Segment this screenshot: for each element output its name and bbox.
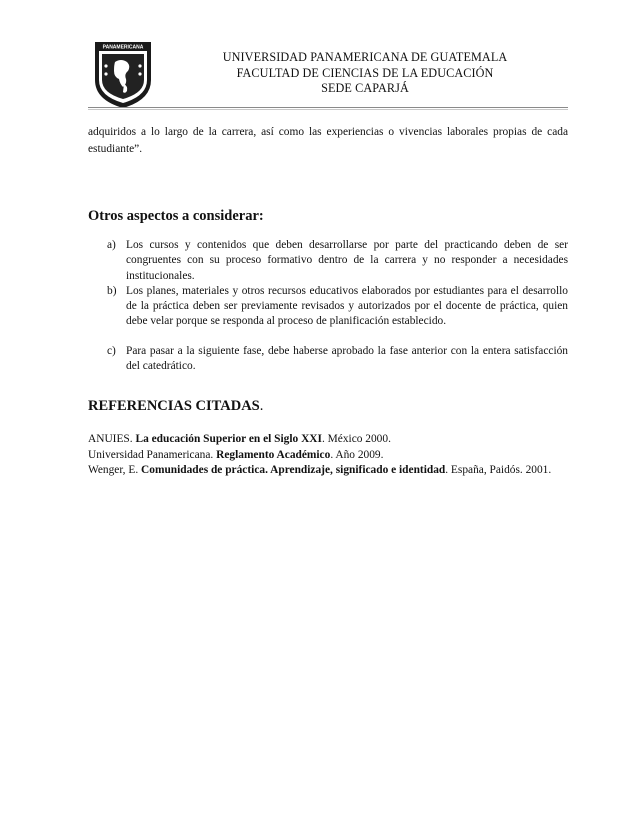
referencias-heading-text: REFERENCIAS CITADAS — [88, 398, 260, 414]
reference-entry — [88, 432, 568, 448]
reference-details: . México 2000. — [321, 433, 391, 445]
list-item-text: Los cursos y contenidos que deben desarrollarse por parte del practicando deben de ser congruentes con su proceso formativo dentro de la carrera y no responder a necesidades institucionales. — [126, 239, 568, 282]
referencias-heading-period: . — [259, 398, 264, 414]
list-item — [107, 238, 568, 284]
reference-author: Wenger, E. — [88, 464, 142, 477]
header-line-faculty: FACULTAD DE CIENCIAS DE LA EDUCACIÓN — [236, 65, 494, 80]
list-marker: c) — [107, 344, 116, 357]
reference-details: . España, Paidós. 2001. — [445, 464, 552, 477]
logo-text: PANAMERICANA — [102, 44, 144, 51]
intro-paragraph: adquiridos a lo largo de la carrera, así como las experiencias o vivencias laborales propias de cada estudiante”. — [88, 126, 568, 155]
list-item-text: Los planes, materiales y otros recursos educativos elaborados por estudiantes para el desarrollo de la práctica deben ser previamente revisados y autorizados por el docente de práctica, quien debe velar porque se responda al proceso de planificación establecido. — [126, 284, 568, 328]
university-shield-emblem-icon — [93, 40, 153, 110]
list-item-text: Para pasar a la siguiente fase, debe haberse aprobado la fase anterior con la entera satisfacción del catedrático. — [126, 344, 568, 373]
reference-details: . Año 2009. — [330, 448, 384, 461]
reference-author: ANUIES. — [88, 433, 136, 445]
list-item — [107, 284, 568, 330]
reference-entry — [88, 463, 568, 479]
otros-aspectos-list — [107, 238, 568, 374]
header-divider — [88, 107, 568, 108]
otros-aspectos-heading: Otros aspectos a considerar: — [88, 208, 264, 224]
list-marker: a) — [107, 239, 116, 251]
header-line-university: UNIVERSIDAD PANAMERICANA DE GUATEMALA — [222, 50, 508, 64]
list-item — [107, 344, 568, 375]
header-line-sede: SEDE CAPARJÁ — [321, 81, 409, 95]
header-divider-shadow — [88, 109, 568, 110]
reference-title: La educación Superior en el Siglo XXI — [135, 433, 322, 445]
referencias-heading — [88, 398, 263, 415]
institution-header — [170, 50, 560, 97]
reference-author: Universidad Panamericana. — [88, 448, 217, 461]
references-list — [88, 432, 568, 479]
reference-entry — [88, 448, 568, 464]
list-marker: b) — [107, 284, 117, 297]
reference-title: Reglamento Académico — [216, 448, 331, 461]
reference-title: Comunidades de práctica. Aprendizaje, significado e identidad — [141, 464, 446, 477]
